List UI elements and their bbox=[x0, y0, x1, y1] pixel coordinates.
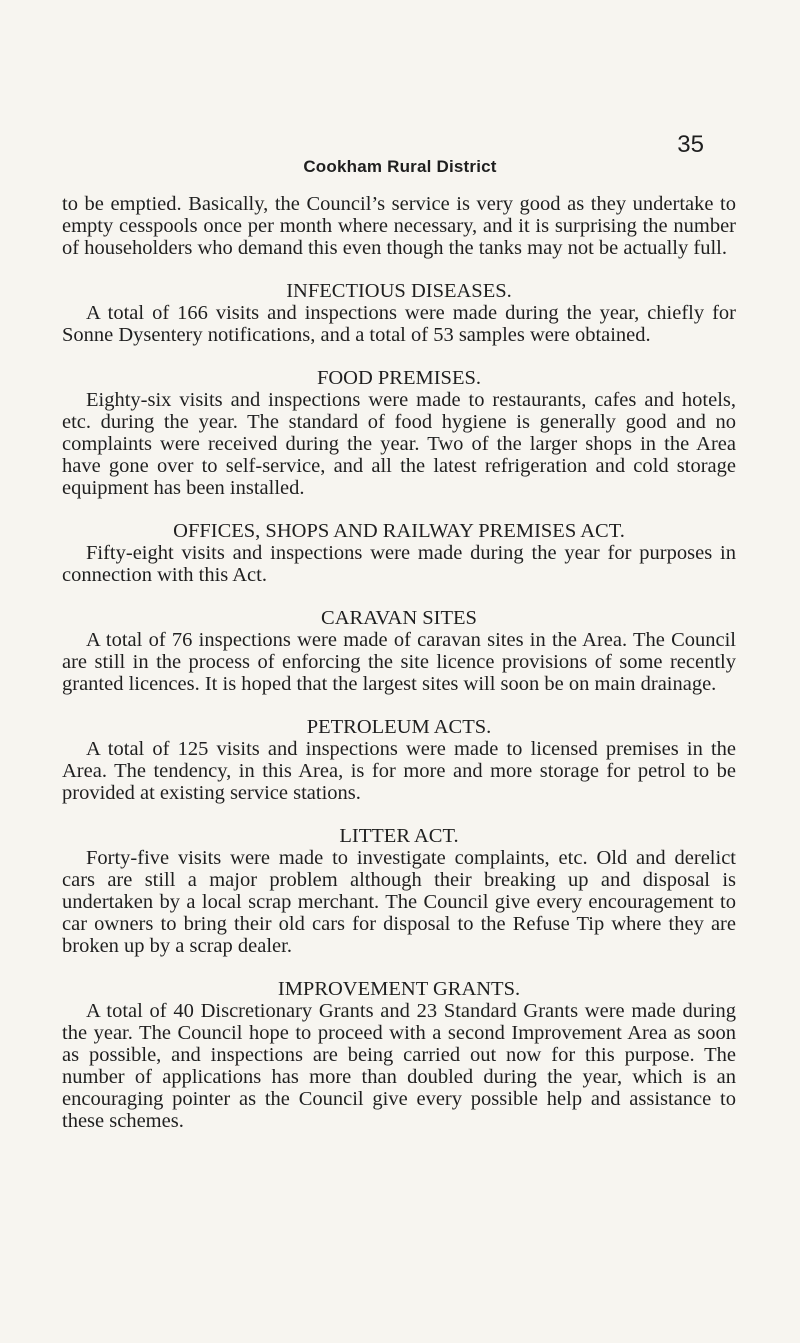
running-header: Cookham Rural District bbox=[303, 157, 497, 176]
section-heading-litter-act: LITTER ACT. bbox=[339, 825, 459, 847]
section-heading-improvement-grants: IMPROVEMENT GRANTS. bbox=[277, 978, 521, 1000]
section-heading-caravan-sites: CARAVAN SITES bbox=[321, 607, 477, 629]
section-body-improvement-grants: A total of 40 Discretionary Grants and 23 Standard Grants were made during the year. The Council hope to proceed with a second Improvement Area as soon as possible, and inspections are being carried out now for this purpose. The number of applications has more than doubled during the year, which is an encouraging pointer as the Council give every possible help and assistance to these schemes. bbox=[62, 1000, 736, 1132]
section-body-offices-shops-railway: Fifty-eight visits and inspections were made during the year for purposes in connection with this Act. bbox=[62, 542, 736, 586]
section-heading-food-premises: FOOD PREMISES. bbox=[316, 367, 482, 389]
section-body-litter-act: Forty-five visits were made to investigate complaints, etc. Old and derelict cars are still a major problem although their breaking up and disposal is undertaken by a local scrap merchant. The Council give every encouragement to car owners to bring their old cars for disposal to the Refuse Tip where they are broken up by a scrap dealer. bbox=[62, 847, 736, 957]
section-heading-infectious-diseases: INFECTIOUS DISEASES. bbox=[286, 280, 512, 302]
section-body-petroleum-acts: A total of 125 visits and inspections were made to licensed premises in the Area. The tendency, in this Area, is for more and more storage for petrol to be provided at existing service stations. bbox=[62, 738, 736, 804]
section-heading-petroleum-acts: PETROLEUM ACTS. bbox=[306, 716, 492, 738]
intro-paragraph: to be emptied. Basically, the Council’s service is very good as they undertake to empty cesspools once per month where necessary, and it is surprising the number of householders who demand this even though the tanks may not be actually full. bbox=[62, 193, 736, 259]
section-body-infectious-diseases: A total of 166 visits and inspections were made during the year, chiefly for Sonne Dysentery notifications, and a total of 53 samples were obtained. bbox=[62, 302, 736, 346]
page-content bbox=[62, 193, 736, 1132]
section-heading-offices-shops-railway: OFFICES, SHOPS AND RAILWAY PREMISES ACT. bbox=[173, 520, 625, 542]
section-body-food-premises: Eighty-six visits and inspections were made to restaurants, cafes and hotels, etc. during the year. The standard of food hygiene is generally good and no complaints were received during the year. Two of the larger shops in the Area have gone over to self-service, and all the latest refrigeration and cold storage equipment has been installed. bbox=[62, 389, 736, 499]
page-number: 35 bbox=[677, 131, 704, 158]
section-body-caravan-sites: A total of 76 inspections were made of caravan sites in the Area. The Council are still in the process of enforcing the site licence provisions of some recently granted licences. It is hoped that the largest sites will soon be on main drainage. bbox=[62, 629, 736, 695]
